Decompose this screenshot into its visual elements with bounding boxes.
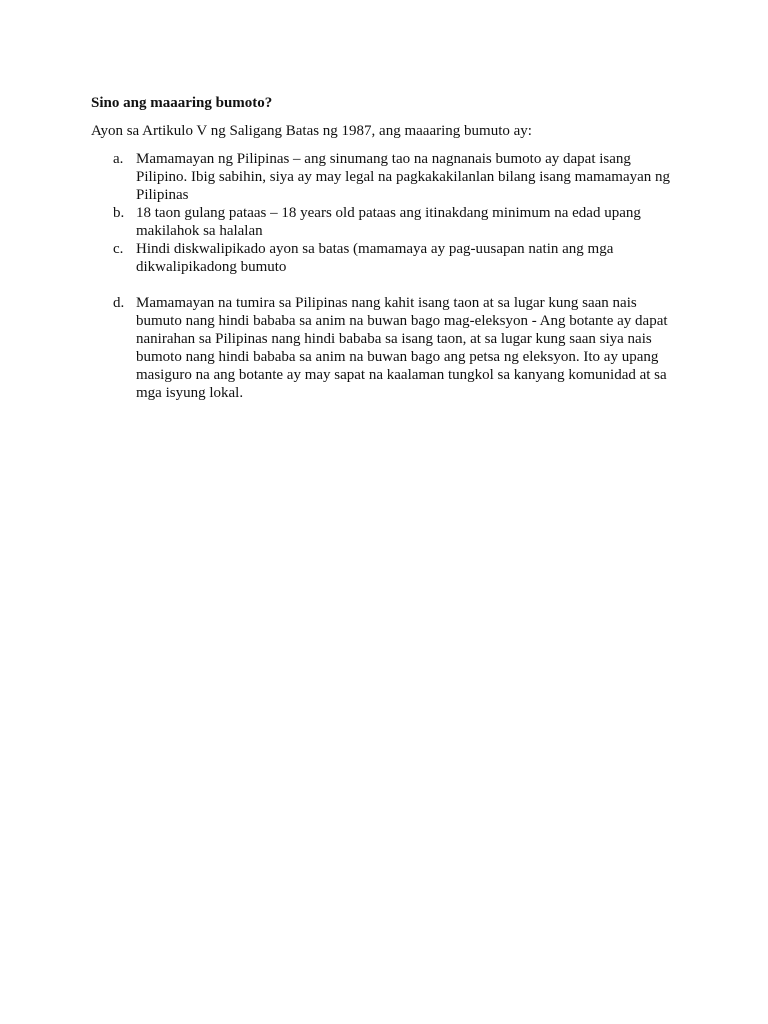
list-item-c	[91, 240, 681, 276]
list-marker: d.	[113, 295, 125, 311]
list-item-text: 18 taon gulang pataas – 18 years old pataas ang itinakdang minimum na edad upang makilahok sa halalan	[136, 205, 641, 239]
requirements-list	[91, 150, 681, 402]
list-marker: a.	[113, 151, 124, 167]
list-item-text: Hindi diskwalipikado ayon sa batas (mamamaya ay pag-uusapan natin ang mga dikwalipikadong bumuto	[136, 241, 614, 275]
document-page	[91, 94, 681, 402]
page-title: Sino ang maaaring bumoto?	[91, 95, 273, 111]
list-item-a	[91, 150, 681, 204]
intro-paragraph: Ayon sa Artikulo V ng Saligang Batas ng 1987, ang maaaring bumuto ay:	[91, 123, 532, 139]
list-item-d	[91, 294, 681, 402]
list-marker: c.	[113, 241, 124, 257]
list-marker: b.	[113, 205, 125, 221]
list-item-text: Mamamayan ng Pilipinas – ang sinumang tao na nagnanais bumoto ay dapat isang Pilipino. Ibig sabihin, siya ay may legal na pagkakakilanlan bilang isang mamamayan ng Pilipinas	[136, 151, 671, 203]
list-item-text: Mamamayan na tumira sa Pilipinas nang kahit isang taon at sa lugar kung saan nais bumuto nang hindi bababa sa anim na buwan bago mag-eleksyon - Ang botante ay dapat nanirahan sa Pilipinas nang hindi bababa sa isang taon, at sa lugar kung saan siya nais bumoto nang hindi bababa sa anim na buwan bago ang petsa ng eleksyon. Ito ay upang masiguro na ang botante ay may sapat na kaalaman tungkol sa kanyang komunidad at sa mga isyung lokal.	[136, 295, 668, 401]
list-item-b	[91, 204, 681, 240]
